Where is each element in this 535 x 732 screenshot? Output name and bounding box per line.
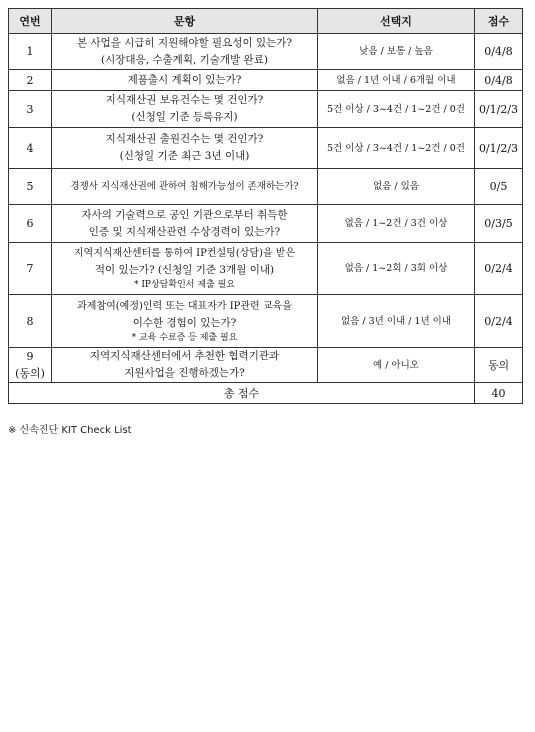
checklist-table — [8, 8, 523, 404]
question-line: 제품출시 계획이 있는가? — [127, 73, 242, 86]
row-no-main: 9 — [26, 350, 34, 363]
question-line: 자사의 기술력으로 공인 기관으로부터 취득한 — [81, 208, 288, 221]
row-score: 동의 — [475, 348, 523, 383]
table-row — [9, 348, 523, 383]
question-line: (신청일 기준 등록유지) — [131, 111, 238, 123]
row-question — [52, 34, 318, 70]
total-row — [9, 383, 523, 404]
row-choices: 5건 이상 / 3~4건 / 1~2건 / 0건 — [318, 91, 475, 128]
row-no-sub: (동의) — [15, 367, 45, 380]
question-line: 경쟁사 지식재산권에 관하여 침해가능성이 존재하는가? — [70, 181, 299, 192]
row-score: 0/4/8 — [475, 70, 523, 91]
question-line: 과제참여(예정)인력 또는 대표자가 IP관련 교육을 — [77, 300, 292, 312]
question-line: 본 사업을 시급히 지원해야할 필요성이 있는가? — [76, 36, 293, 49]
question-note: * 교육 수료증 등 제출 필요 — [131, 332, 238, 343]
question-line: 적이 있는가? (신청일 기준 3개월 이내) — [94, 264, 275, 276]
header-no: 연번 — [9, 9, 52, 34]
row-score: 0/2/4 — [475, 295, 523, 348]
row-question — [52, 243, 318, 295]
question-line: 지역지식재산센터에서 추천한 협력기관과 — [89, 350, 280, 362]
row-score: 0/2/4 — [475, 243, 523, 295]
row-score: 0/4/8 — [475, 34, 523, 70]
table-row — [9, 295, 523, 348]
row-choices: 없음 / 있음 — [318, 169, 475, 205]
question-note: * IP상담확인서 제출 필요 — [134, 280, 235, 290]
row-no: 6 — [9, 205, 52, 243]
question-line: (신청일 기준 최근 3년 이내) — [119, 150, 250, 162]
row-score: 0/1/2/3 — [475, 128, 523, 169]
table-row — [9, 91, 523, 128]
row-no: 7 — [9, 243, 52, 295]
row-choices: 없음 / 3년 이내 / 1년 이내 — [318, 295, 475, 348]
row-choices: 낮음 / 보통 / 높음 — [318, 34, 475, 70]
row-question — [52, 205, 318, 243]
row-score: 0/3/5 — [475, 205, 523, 243]
question-line: 인증 및 지식재산관련 수상경력이 있는가? — [88, 225, 281, 238]
header-score: 점수 — [475, 9, 523, 34]
row-no: 3 — [9, 91, 52, 128]
row-no: 2 — [9, 70, 52, 91]
table-row — [9, 205, 523, 243]
row-score: 0/1/2/3 — [475, 91, 523, 128]
row-choices: 없음 / 1년 이내 / 6개월 이내 — [318, 70, 475, 91]
row-question — [52, 295, 318, 348]
row-question — [52, 70, 318, 91]
question-line: 지식재산권 출원건수는 몇 건인가? — [105, 133, 264, 145]
row-no: 5 — [9, 169, 52, 205]
table-row — [9, 169, 523, 205]
table-row — [9, 34, 523, 70]
footer-note: ※ 신속진단 KIT Check List — [8, 425, 132, 436]
row-question — [52, 348, 318, 383]
row-score: 0/5 — [475, 169, 523, 205]
row-question — [52, 128, 318, 169]
row-no: 8 — [9, 295, 52, 348]
row-choices: 예 / 아니오 — [318, 348, 475, 383]
table-row — [9, 243, 523, 295]
table-row — [9, 128, 523, 169]
row-no — [9, 348, 52, 383]
header-choices: 선택지 — [318, 9, 475, 34]
header-question: 문항 — [52, 9, 318, 34]
row-no: 4 — [9, 128, 52, 169]
row-choices: 5건 이상 / 3~4건 / 1~2건 / 0건 — [318, 128, 475, 169]
question-line: 지역지식재산센터를 통하여 IP컨설팅(상담)을 받은 — [73, 248, 296, 259]
row-question — [52, 169, 318, 205]
question-line: 지식재산권 보유건수는 몇 건인가? — [105, 94, 264, 106]
total-label: 총 점수 — [9, 383, 475, 404]
row-choices: 없음 / 1~2회 / 3회 이상 — [318, 243, 475, 295]
header-row — [9, 9, 523, 34]
question-line: 지원사업을 진행하겠는가? — [124, 367, 245, 379]
row-no: 1 — [9, 34, 52, 70]
row-question — [52, 91, 318, 128]
question-line: 이수한 경험이 있는가? — [132, 316, 237, 329]
total-value: 40 — [475, 383, 523, 404]
table-row — [9, 70, 523, 91]
row-choices: 없음 / 1~2건 / 3건 이상 — [318, 205, 475, 243]
question-line: (시장대응, 수출계획, 기술개발 완료) — [101, 53, 268, 66]
